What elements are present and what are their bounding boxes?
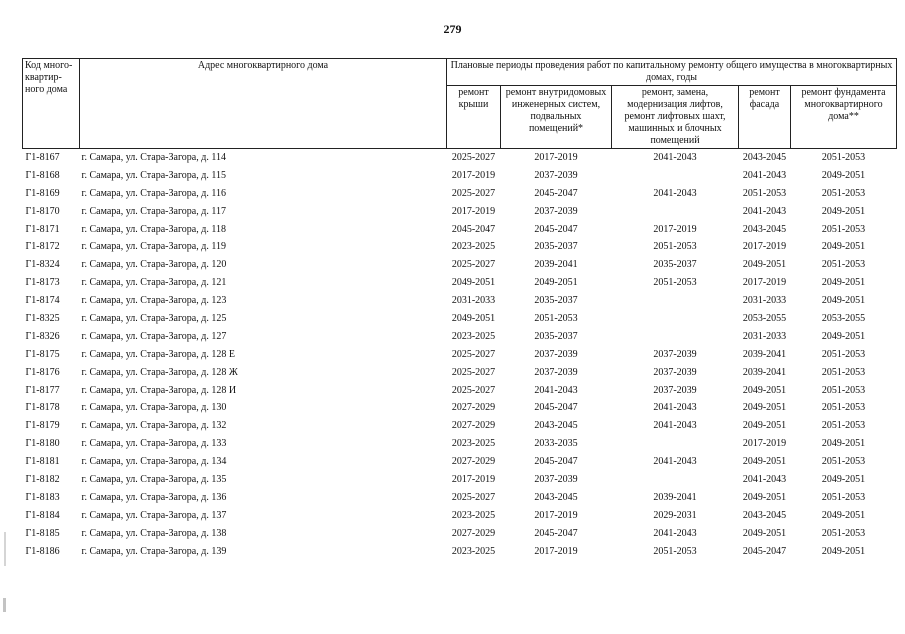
cell-address: г. Самара, ул. Стара-Загора, д. 127 bbox=[81, 330, 227, 342]
cell-roof: 2027-2029 bbox=[451, 420, 496, 432]
capital-repair-table bbox=[22, 58, 897, 560]
cell-facade: 2039-2041 bbox=[742, 366, 787, 378]
table-row bbox=[23, 525, 897, 543]
cell-elevators: 2039-2041 bbox=[653, 491, 697, 503]
cell-roof: 2023-2025 bbox=[451, 241, 496, 253]
cell-systems: 2017-2019 bbox=[534, 509, 578, 521]
cell-address: г. Самара, ул. Стара-Загора, д. 137 bbox=[81, 509, 227, 521]
cell-elevators: 2037-2039 bbox=[653, 348, 697, 360]
cell-elevators: 2041-2043 bbox=[653, 527, 697, 539]
cell-roof: 2017-2019 bbox=[451, 205, 496, 217]
cell-roof: 2045-2047 bbox=[451, 223, 496, 235]
cell-facade: 2017-2019 bbox=[742, 241, 787, 253]
table-row bbox=[23, 471, 897, 489]
cell-foundation: 2051-2053 bbox=[821, 348, 866, 360]
cell-systems: 2045-2047 bbox=[534, 456, 578, 468]
cell-address: г. Самара, ул. Стара-Загора, д. 128 И bbox=[81, 384, 237, 396]
cell-facade: 2049-2051 bbox=[742, 384, 787, 396]
cell-elevators bbox=[612, 203, 739, 221]
cell-foundation: 2051-2053 bbox=[821, 223, 866, 235]
cell-systems: 2017-2019 bbox=[534, 545, 578, 557]
cell-systems: 2051-2053 bbox=[534, 312, 578, 324]
cell-systems: 2043-2045 bbox=[534, 420, 578, 432]
cell-facade: 2051-2053 bbox=[742, 187, 787, 199]
cell-foundation: 2051-2053 bbox=[821, 420, 866, 432]
cell-facade: 2049-2051 bbox=[742, 527, 787, 539]
cell-foundation: 2049-2051 bbox=[821, 295, 866, 307]
cell-code: Г1-8167 bbox=[25, 151, 60, 163]
header-code: Код много-квартир-ного дома bbox=[23, 59, 80, 149]
cell-facade: 2031-2033 bbox=[742, 330, 787, 342]
cell-facade: 2049-2051 bbox=[742, 491, 787, 503]
cell-address: г. Самара, ул. Стара-Загора, д. 119 bbox=[81, 241, 226, 253]
cell-systems: 2045-2047 bbox=[534, 527, 578, 539]
table-row bbox=[23, 543, 897, 561]
cell-elevators: 2041-2043 bbox=[653, 187, 697, 199]
cell-facade: 2043-2045 bbox=[742, 151, 787, 163]
header-foundation: ремонт фундамента многоквартирного дома** bbox=[791, 86, 897, 149]
table-header bbox=[23, 59, 897, 149]
cell-elevators: 2041-2043 bbox=[653, 420, 697, 432]
cell-roof: 2023-2025 bbox=[451, 509, 496, 521]
cell-roof: 2023-2025 bbox=[451, 545, 496, 557]
cell-code: Г1-8324 bbox=[25, 259, 60, 271]
cell-code: Г1-8325 bbox=[25, 312, 60, 324]
cell-roof: 2031-2033 bbox=[451, 295, 496, 307]
cell-systems: 2037-2039 bbox=[534, 473, 578, 485]
cell-systems: 2035-2037 bbox=[534, 295, 578, 307]
cell-elevators bbox=[612, 310, 739, 328]
cell-code: Г1-8183 bbox=[25, 491, 60, 503]
cell-address: г. Самара, ул. Стара-Загора, д. 128 Е bbox=[81, 348, 235, 360]
cell-systems: 2037-2039 bbox=[534, 348, 578, 360]
cell-roof: 2025-2027 bbox=[451, 384, 496, 396]
table-row bbox=[23, 149, 897, 167]
cell-address: г. Самара, ул. Стара-Загора, д. 139 bbox=[81, 545, 227, 557]
table-body bbox=[23, 149, 897, 561]
cell-code: Г1-8182 bbox=[25, 473, 60, 485]
cell-roof: 2025-2027 bbox=[451, 187, 496, 199]
cell-elevators: 2035-2037 bbox=[653, 259, 697, 271]
cell-roof: 2049-2051 bbox=[451, 312, 496, 324]
cell-roof: 2023-2025 bbox=[451, 330, 496, 342]
cell-elevators: 2041-2043 bbox=[653, 151, 697, 163]
cell-code: Г1-8185 bbox=[25, 527, 60, 539]
cell-address: г. Самара, ул. Стара-Загора, д. 132 bbox=[81, 420, 227, 432]
cell-foundation: 2051-2053 bbox=[821, 491, 866, 503]
cell-facade: 2017-2019 bbox=[742, 438, 787, 450]
cell-systems: 2045-2047 bbox=[534, 402, 578, 414]
cell-foundation: 2049-2051 bbox=[821, 205, 866, 217]
cell-foundation: 2051-2053 bbox=[821, 259, 866, 271]
cell-address: г. Самара, ул. Стара-Загора, д. 125 bbox=[81, 312, 227, 324]
header-roof: ремонт крыши bbox=[447, 86, 501, 149]
cell-systems: 2045-2047 bbox=[534, 223, 578, 235]
cell-facade: 2043-2045 bbox=[742, 223, 787, 235]
table-row bbox=[23, 274, 897, 292]
cell-facade: 2041-2043 bbox=[742, 473, 787, 485]
cell-facade: 2031-2033 bbox=[742, 295, 787, 307]
cell-foundation: 2051-2053 bbox=[821, 187, 866, 199]
cell-foundation: 2049-2051 bbox=[821, 473, 866, 485]
cell-address: г. Самара, ул. Стара-Загора, д. 116 bbox=[81, 187, 226, 199]
cell-foundation: 2051-2053 bbox=[821, 402, 866, 414]
cell-address: г. Самара, ул. Стара-Загора, д. 133 bbox=[81, 438, 227, 450]
cell-systems: 2041-2043 bbox=[534, 384, 578, 396]
cell-code: Г1-8179 bbox=[25, 420, 60, 432]
cell-foundation: 2049-2051 bbox=[821, 330, 866, 342]
table-row bbox=[23, 328, 897, 346]
cell-roof: 2027-2029 bbox=[451, 456, 496, 468]
cell-foundation: 2053-2055 bbox=[821, 312, 866, 324]
cell-facade: 2041-2043 bbox=[742, 169, 787, 181]
cell-roof: 2025-2027 bbox=[451, 491, 496, 503]
cell-roof: 2025-2027 bbox=[451, 366, 496, 378]
cell-elevators: 2051-2053 bbox=[653, 241, 697, 253]
table-row bbox=[23, 417, 897, 435]
table-row bbox=[23, 185, 897, 203]
cell-systems: 2037-2039 bbox=[534, 366, 578, 378]
cell-address: г. Самара, ул. Стара-Загора, д. 117 bbox=[81, 205, 226, 217]
cell-code: Г1-8186 bbox=[25, 545, 60, 557]
cell-facade: 2049-2051 bbox=[742, 456, 787, 468]
cell-address: г. Самара, ул. Стара-Загора, д. 130 bbox=[81, 402, 227, 414]
table-row bbox=[23, 221, 897, 239]
cell-elevators: 2037-2039 bbox=[653, 384, 697, 396]
cell-systems: 2043-2045 bbox=[534, 491, 578, 503]
table-row bbox=[23, 292, 897, 310]
cell-code: Г1-8172 bbox=[25, 241, 60, 253]
table-row bbox=[23, 364, 897, 382]
header-facade: ремонт фасада bbox=[739, 86, 791, 149]
cell-elevators: 2041-2043 bbox=[653, 456, 697, 468]
cell-foundation: 2051-2053 bbox=[821, 151, 866, 163]
cell-address: г. Самара, ул. Стара-Загора, д. 138 bbox=[81, 527, 227, 539]
cell-code: Г1-8180 bbox=[25, 438, 60, 450]
cell-foundation: 2049-2051 bbox=[821, 277, 866, 289]
cell-roof: 2027-2029 bbox=[451, 527, 496, 539]
cell-code: Г1-8178 bbox=[25, 402, 60, 414]
cell-systems: 2017-2019 bbox=[534, 151, 578, 163]
cell-facade: 2043-2045 bbox=[742, 509, 787, 521]
cell-elevators: 2041-2043 bbox=[653, 402, 697, 414]
table-row bbox=[23, 238, 897, 256]
cell-address: г. Самара, ул. Стара-Загора, д. 120 bbox=[81, 259, 227, 271]
cell-elevators bbox=[612, 292, 739, 310]
cell-foundation: 2049-2051 bbox=[821, 509, 866, 521]
table-row bbox=[23, 203, 897, 221]
cell-address: г. Самара, ул. Стара-Загора, д. 114 bbox=[81, 151, 226, 163]
cell-facade: 2017-2019 bbox=[742, 277, 787, 289]
cell-systems: 2035-2037 bbox=[534, 330, 578, 342]
cell-address: г. Самара, ул. Стара-Загора, д. 118 bbox=[81, 223, 226, 235]
cell-code: Г1-8169 bbox=[25, 187, 60, 199]
cell-elevators bbox=[612, 471, 739, 489]
header-address: Адрес многоквартирного дома bbox=[80, 59, 447, 149]
cell-elevators: 2017-2019 bbox=[653, 223, 697, 235]
header-systems: ремонт внутридомовых инженерных систем, подвальных помещений* bbox=[501, 86, 612, 149]
cell-roof: 2023-2025 bbox=[451, 438, 496, 450]
cell-code: Г1-8326 bbox=[25, 330, 60, 342]
cell-foundation: 2049-2051 bbox=[821, 438, 866, 450]
cell-systems: 2045-2047 bbox=[534, 187, 578, 199]
cell-facade: 2045-2047 bbox=[742, 545, 787, 557]
cell-code: Г1-8173 bbox=[25, 277, 60, 289]
page-number: 279 bbox=[443, 22, 462, 36]
cell-systems: 2033-2035 bbox=[534, 438, 578, 450]
cell-systems: 2037-2039 bbox=[534, 205, 578, 217]
cell-elevators bbox=[612, 435, 739, 453]
cell-elevators bbox=[612, 167, 739, 185]
cell-elevators: 2029-2031 bbox=[653, 509, 697, 521]
cell-code: Г1-8168 bbox=[25, 169, 60, 181]
table-row bbox=[23, 399, 897, 417]
cell-address: г. Самара, ул. Стара-Загора, д. 115 bbox=[81, 169, 226, 181]
cell-systems: 2037-2039 bbox=[534, 169, 578, 181]
cell-foundation: 2049-2051 bbox=[821, 545, 866, 557]
cell-facade: 2049-2051 bbox=[742, 259, 787, 271]
cell-roof: 2049-2051 bbox=[451, 277, 496, 289]
cell-roof: 2017-2019 bbox=[451, 473, 496, 485]
cell-address: г. Самара, ул. Стара-Загора, д. 121 bbox=[81, 277, 227, 289]
cell-roof: 2017-2019 bbox=[451, 169, 496, 181]
cell-foundation: 2049-2051 bbox=[821, 241, 866, 253]
cell-elevators: 2037-2039 bbox=[653, 366, 697, 378]
cell-code: Г1-8181 bbox=[25, 456, 60, 468]
table-row bbox=[23, 167, 897, 185]
cell-foundation: 2051-2053 bbox=[821, 456, 866, 468]
cell-code: Г1-8174 bbox=[25, 295, 60, 307]
cell-elevators bbox=[612, 328, 739, 346]
cell-address: г. Самара, ул. Стара-Загора, д. 136 bbox=[81, 491, 227, 503]
table-row bbox=[23, 435, 897, 453]
table-row bbox=[23, 346, 897, 364]
cell-systems: 2035-2037 bbox=[534, 241, 578, 253]
table-row bbox=[23, 489, 897, 507]
cell-foundation: 2051-2053 bbox=[821, 527, 866, 539]
cell-code: Г1-8184 bbox=[25, 509, 60, 521]
cell-roof: 2025-2027 bbox=[451, 348, 496, 360]
header-elevators: ремонт, замена, модернизация лифтов, ремонт лифтовых шахт, машинных и блочных помещений bbox=[612, 86, 739, 149]
table-row bbox=[23, 453, 897, 471]
cell-code: Г1-8170 bbox=[25, 205, 60, 217]
table-row bbox=[23, 382, 897, 400]
cell-facade: 2049-2051 bbox=[742, 420, 787, 432]
cell-elevators: 2051-2053 bbox=[653, 277, 697, 289]
cell-address: г. Самара, ул. Стара-Загора, д. 123 bbox=[81, 295, 227, 307]
cell-facade: 2039-2041 bbox=[742, 348, 787, 360]
cell-roof: 2025-2027 bbox=[451, 259, 496, 271]
cell-code: Г1-8176 bbox=[25, 366, 60, 378]
cell-facade: 2041-2043 bbox=[742, 205, 787, 217]
header-periods: Плановые периоды проведения работ по капитальному ремонту общего имущества в многоквартирных домах, годы bbox=[447, 59, 897, 86]
cell-address: г. Самара, ул. Стара-Загора, д. 134 bbox=[81, 456, 227, 468]
cell-systems: 2039-2041 bbox=[534, 259, 578, 271]
cell-facade: 2049-2051 bbox=[742, 402, 787, 414]
cell-roof: 2027-2029 bbox=[451, 402, 496, 414]
cell-code: Г1-8177 bbox=[25, 384, 60, 396]
cell-facade: 2053-2055 bbox=[742, 312, 787, 324]
scan-artifact bbox=[4, 532, 6, 566]
cell-foundation: 2049-2051 bbox=[821, 169, 866, 181]
cell-roof: 2025-2027 bbox=[451, 151, 496, 163]
cell-address: г. Самара, ул. Стара-Загора, д. 135 bbox=[81, 473, 227, 485]
cell-foundation: 2051-2053 bbox=[821, 384, 866, 396]
cell-elevators: 2051-2053 bbox=[653, 545, 697, 557]
cell-systems: 2049-2051 bbox=[534, 277, 578, 289]
cell-address: г. Самара, ул. Стара-Загора, д. 128 Ж bbox=[81, 366, 238, 378]
cell-code: Г1-8175 bbox=[25, 348, 60, 360]
table-row bbox=[23, 507, 897, 525]
cell-code: Г1-8171 bbox=[25, 223, 60, 235]
scan-artifact bbox=[3, 598, 6, 612]
table-row bbox=[23, 310, 897, 328]
cell-foundation: 2051-2053 bbox=[821, 366, 866, 378]
table-row bbox=[23, 256, 897, 274]
